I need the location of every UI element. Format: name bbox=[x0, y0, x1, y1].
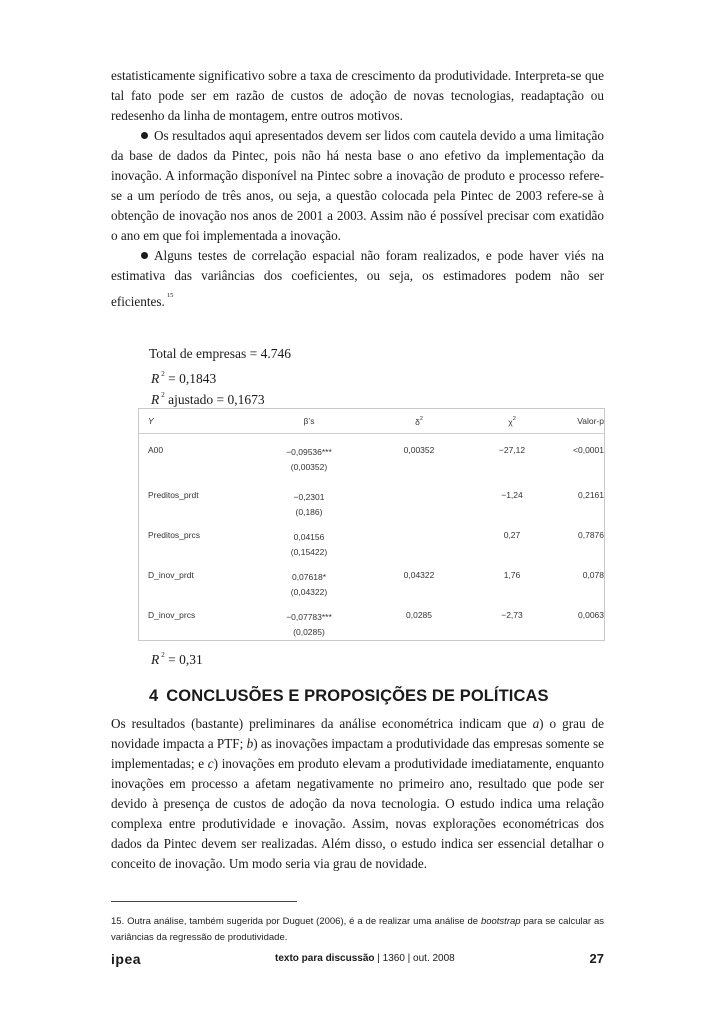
table-row bbox=[139, 434, 604, 482]
row-delta: 0,00352 bbox=[403, 445, 435, 455]
row-pvalue: 0,078 bbox=[582, 570, 604, 580]
row-name: Preditos_prdt bbox=[148, 490, 199, 500]
row-delta: 0,0285 bbox=[406, 610, 432, 620]
footnote-divider bbox=[111, 901, 297, 902]
r2-value: = 0,1843 bbox=[168, 371, 217, 386]
section-title-text: CONCLUSÕES E PROPOSIÇÕES DE POLÍTICAS bbox=[166, 687, 549, 705]
header-delta: $\delta^2$ bbox=[415, 415, 423, 427]
row-delta bbox=[369, 490, 469, 522]
r2-adjusted-value: ajustado = 0,1673 bbox=[168, 392, 265, 407]
row-beta: 0,04156 (0,15422) bbox=[290, 532, 328, 557]
r2-adjusted-line bbox=[151, 385, 604, 406]
row-chi: −2,73 bbox=[501, 610, 523, 620]
r-symbol: R $^2$ bbox=[151, 391, 165, 407]
r2-after-table bbox=[151, 645, 604, 666]
row-beta: −0,09536*** (0,00352) bbox=[286, 447, 332, 472]
section-number: 4 bbox=[149, 687, 159, 705]
page-number: 27 bbox=[589, 951, 604, 966]
r-symbol: R $^2$ bbox=[151, 370, 165, 386]
row-chi: −27,12 bbox=[498, 445, 526, 455]
row-delta bbox=[369, 530, 469, 562]
row-beta: −0,2301 (0,186) bbox=[293, 492, 325, 517]
r2-after-value: = 0,31 bbox=[168, 652, 203, 667]
paragraph-bullet-caution bbox=[111, 126, 604, 246]
r2-line bbox=[151, 364, 604, 385]
row-pvalue: 0,7876 bbox=[578, 530, 604, 540]
bullet-icon bbox=[141, 132, 148, 139]
header-pvalue: Valor-p bbox=[577, 416, 604, 426]
paragraph-bullet-caution-text: Os resultados aqui apresentados devem ser lidos com cautela devido a uma limitação da base de dados da Pintec, pois não há nesta base o ano efetivo da implementação da inovação. A informação disponível na Pintec sobre a inovação de produto e processo refere-se a um período de três anos, ou seja, a questão colocada pela Pintec de 2003 refere-se à obtenção de inovação nos anos de 2001 a 2003. Assim não é possível precisar com exatidão o ano em que foi implementada a inovação. bbox=[111, 128, 604, 243]
row-beta: −0,07783*** (0,0285) bbox=[286, 612, 332, 637]
footnote-ref[interactable]: 15 bbox=[166, 292, 174, 299]
row-name: A00 bbox=[148, 445, 164, 455]
series-label: texto para discussão | 1360 | out. 2008 bbox=[275, 953, 455, 964]
row-name: D_inov_prcs bbox=[148, 610, 196, 620]
footnote: 15. Outra análise, também sugerida por Duguet (2006), é a de realizar uma análise de bootstrap para se calcular as variâncias da regressão de produtividade. bbox=[111, 916, 604, 943]
paragraph-bullet-spatial-text: Alguns testes de correlação espacial não foram realizados, e pode haver viés na estimativa das variâncias dos coeficientes, ou seja, os estimadores podem não ser eficientes. bbox=[111, 248, 604, 309]
table-row bbox=[139, 602, 604, 640]
paragraph-continuation: estatisticamente significativo sobre a taxa de crescimento da produtividade. Interpreta-se que tal fato pode ser em razão de custos de adoção de novas tecnologias, readaptação ou redesenho da linha de montagem, entre outros motivos. bbox=[111, 68, 604, 123]
row-pvalue: 0,0063 bbox=[578, 610, 604, 620]
paragraph-bullet-spatial bbox=[111, 246, 604, 312]
row-beta: 0,07618* (0,04322) bbox=[290, 572, 328, 597]
row-pvalue: 0,2161 bbox=[578, 490, 604, 500]
page-body bbox=[111, 66, 604, 946]
regression-table bbox=[138, 408, 605, 641]
header-y: Y bbox=[148, 416, 154, 426]
row-chi: 0,27 bbox=[503, 530, 521, 540]
header-chi: $\chi^2$ bbox=[508, 415, 516, 427]
table-row bbox=[139, 522, 604, 562]
paragraph-conclusions: Os resultados (bastante) preliminares da análise econométrica indicam que a) o grau de novidade impacta a PTF; b) as inovações impactam a produtividade das empresas somente se implementadas; e c) inovações em produto elevam a produtividade imediatamente, enquanto inovações em processo a afetam negativamente no primeiro ano, resultado que pode ser devido à presença de custos de adoção da nova tecnologia. O estudo indica uma relação complexa entre produtividade e inovação. Assim, novas explorações econométricas dos dados da Pintec devem ser realizadas. Além disso, o estudo indica ser essencial detalhar o conceito de inovação. Um modo seria via grau de novidade. bbox=[111, 716, 604, 871]
row-chi: 1,76 bbox=[503, 570, 521, 580]
r-symbol: R $^2$ bbox=[151, 651, 165, 667]
table-row bbox=[139, 482, 604, 522]
row-name: Preditos_prcs bbox=[148, 530, 200, 540]
row-delta: 0,04322 bbox=[403, 570, 435, 580]
header-beta: β’s bbox=[303, 416, 315, 426]
regression-stats bbox=[111, 343, 604, 406]
table-row bbox=[139, 562, 604, 602]
bullet-icon bbox=[141, 252, 148, 259]
row-pvalue: <0,0001 bbox=[573, 445, 604, 455]
table-header bbox=[139, 409, 604, 434]
row-chi: −1,24 bbox=[501, 490, 523, 500]
section-heading bbox=[149, 687, 604, 706]
total-empresas: Total de empresas = 4.746 bbox=[149, 346, 292, 361]
row-name: D_inov_prdt bbox=[148, 570, 194, 580]
ipea-logo: ipea bbox=[111, 951, 142, 967]
page-footer bbox=[111, 951, 604, 971]
